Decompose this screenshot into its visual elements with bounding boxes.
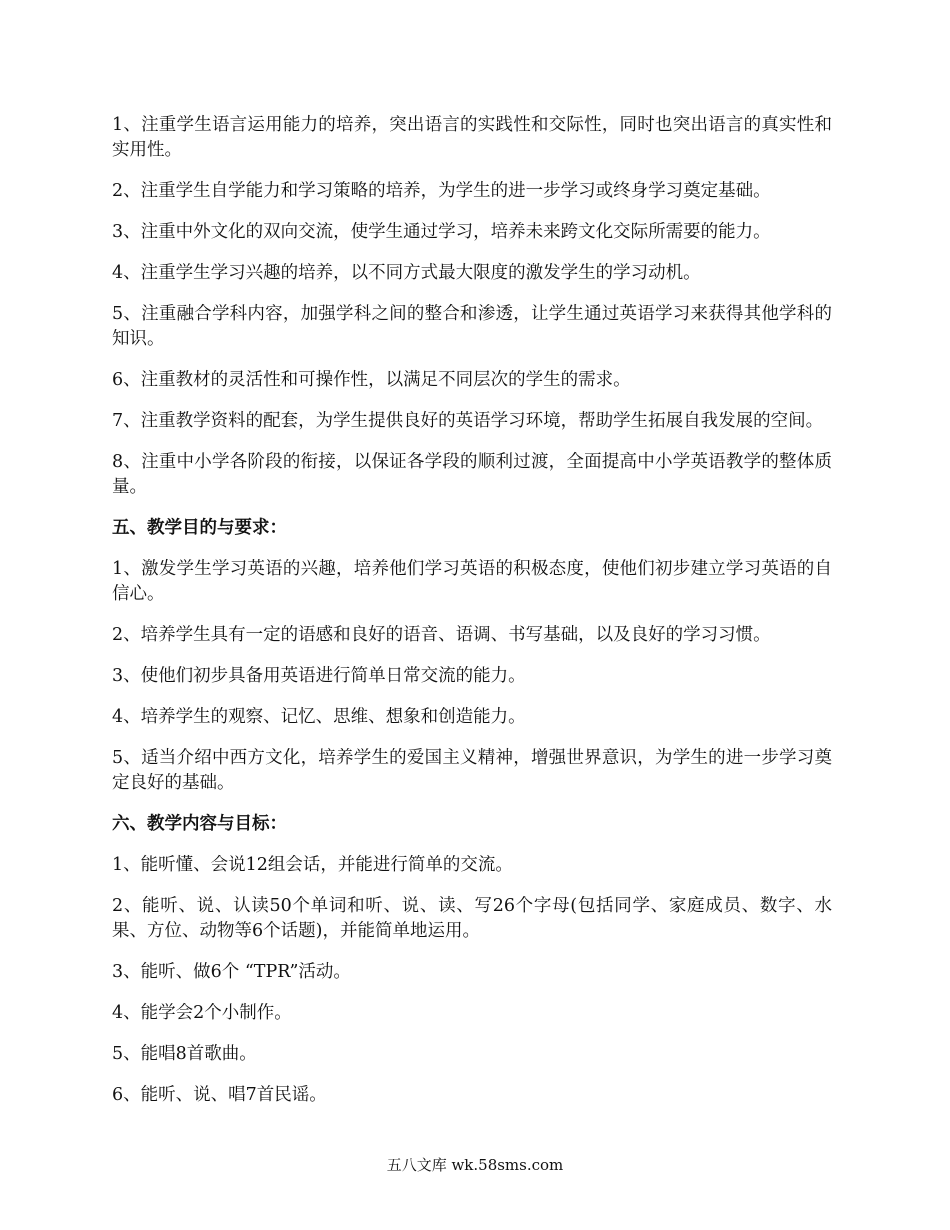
footer-watermark: 五八文库 wk.58sms.com: [386, 1156, 564, 1174]
list-item: 3、使他们初步具备用英语进行简单日常交流的能力。: [112, 666, 526, 686]
list-item: 5、能唱8首歌曲。: [112, 1044, 257, 1064]
list-item: 1、激发学生学习英语的兴趣，培养他们学习英语的积极态度，使他们初步建立学习英语的自信心。: [112, 559, 832, 604]
section-heading-goals: 五、教学目的与要求：: [112, 518, 287, 538]
list-item: 2、能听、说、认读50个单词和听、说、读、写26个字母(包括同学、家庭成员、数字、水果、方位、动物等6个话题)，并能简单地运用。: [112, 896, 832, 941]
list-item: 1、注重学生语言运用能力的培养，突出语言的实践性和交际性，同时也突出语言的真实性和实用性。: [112, 115, 832, 160]
list-item: 2、注重学生自学能力和学习策略的培养，为学生的进一步学习或终身学习奠定基础。: [112, 181, 771, 201]
document-body: [112, 113, 832, 1124]
list-item: 3、能听、做6个 “TPR”活动。: [112, 962, 351, 982]
list-item: 8、注重中小学各阶段的衔接，以保证各学段的顺利过渡，全面提高中小学英语教学的整体质量。: [112, 452, 832, 497]
list-item: 7、注重教学资料的配套，为学生提供良好的英语学习环境，帮助学生拓展自我发展的空间。: [112, 411, 824, 431]
list-item: 3、注重中外文化的双向交流，使学生通过学习，培养未来跨文化交际所需要的能力。: [112, 222, 771, 242]
list-item: 6、能听、说、唱7首民谣。: [112, 1085, 327, 1105]
list-item: 5、注重融合学科内容，加强学科之间的整合和渗透，让学生通过英语学习来获得其他学科的知识。: [112, 304, 832, 349]
list-item: 5、适当介绍中西方文化，培养学生的爱国主义精神，增强世界意识，为学生的进一步学习奠定良好的基础。: [112, 748, 832, 793]
list-item: 1、能听懂、会说12组会话，并能进行简单的交流。: [112, 855, 513, 875]
section-heading-content: 六、教学内容与目标：: [112, 814, 287, 834]
list-item: 6、注重教材的灵活性和可操作性，以满足不同层次的学生的需求。: [112, 370, 631, 390]
list-item: 2、培养学生具有一定的语感和良好的语音、语调、书写基础，以及良好的学习习惯。: [112, 625, 771, 645]
list-item: 4、培养学生的观察、记忆、思维、想象和创造能力。: [112, 707, 526, 727]
list-item: 4、能学会2个小制作。: [112, 1003, 292, 1023]
list-item: 4、注重学生学习兴趣的培养，以不同方式最大限度的激发学生的学习动机。: [112, 263, 701, 283]
